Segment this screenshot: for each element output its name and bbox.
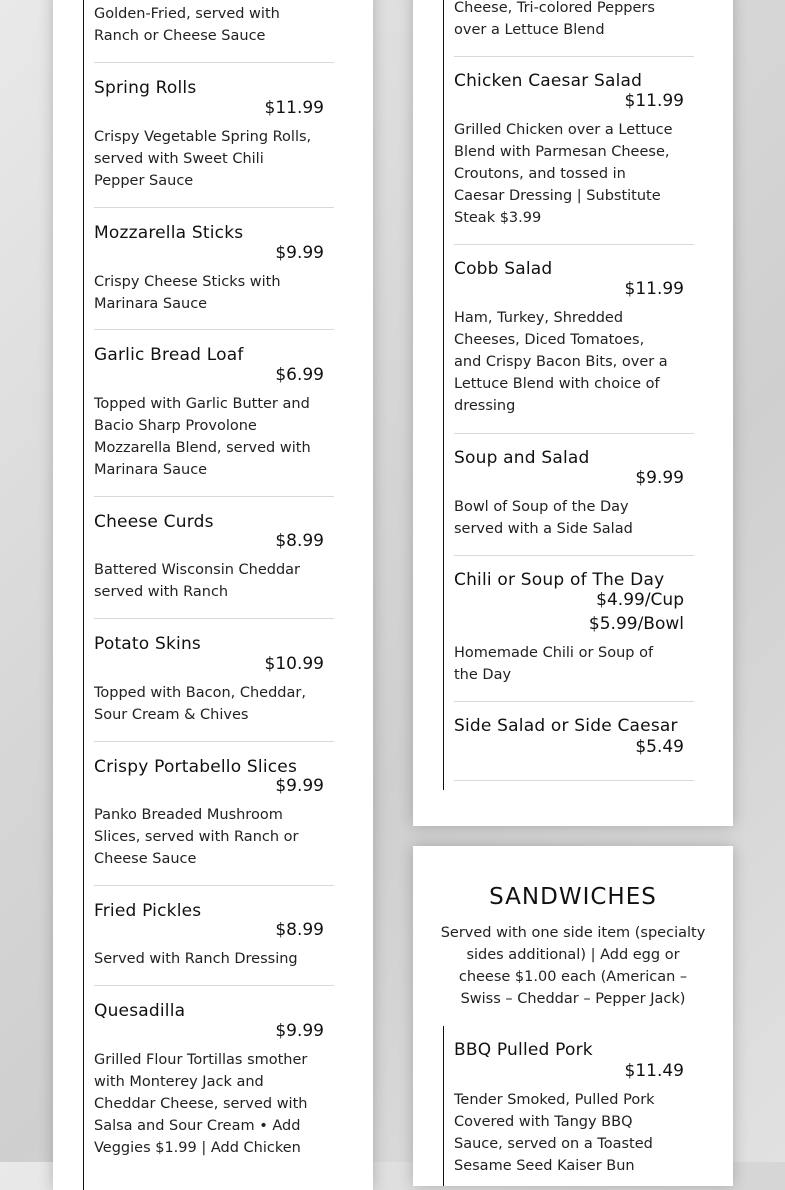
menu-item-cheese-curds	[94, 496, 334, 619]
item-desc: Bowl of Soup of the Day served with a Side Salad	[454, 499, 633, 537]
item-name: Side Salad or Side Caesar	[454, 716, 678, 736]
item-price: $8.99	[275, 531, 324, 551]
menu-item-bbq-pulled-pork	[454, 1026, 694, 1186]
salads-card	[413, 0, 733, 826]
item-name: Potato Skins	[94, 634, 201, 654]
section-subtitle: Served with one side item (specialty sides additional) | Add egg or cheese $1.00 each (American – Swiss – Cheddar – Pepper Jack)	[440, 925, 706, 1007]
item-desc: Homemade Chili or Soup of the Day	[454, 645, 654, 683]
item-name: Spring Rolls	[94, 78, 197, 98]
item-price: $10.99	[264, 654, 324, 674]
salad-intro	[454, 0, 694, 57]
menu-item-crispy-portabello-slices	[94, 741, 334, 886]
item-desc: Tender Smoked, Pulled Pork Covered with Tangy BBQ Sauce, served on a Toasted Sesame Seed Kaiser Bun	[454, 1092, 655, 1174]
item-desc: Crispy Cheese Sticks with Marinara Sauce	[94, 274, 281, 312]
item-name: Cheese Curds	[94, 512, 214, 532]
item-price: $9.99	[635, 468, 684, 488]
appetizers-card	[53, 0, 373, 1190]
menu-item-quesadilla	[94, 985, 334, 1185]
item-name: Cobb Salad	[454, 259, 553, 279]
item-name: Fried Pickles	[94, 901, 202, 921]
item-name: Chicken Caesar Salad	[454, 71, 643, 91]
item-price: $11.99	[624, 91, 684, 111]
menu-item-mozzarella-sticks	[94, 207, 334, 330]
item-price: $6.99	[275, 365, 324, 385]
item-name: Crispy Portabello Slices	[94, 757, 298, 777]
item-name: BBQ Pulled Pork	[454, 1040, 593, 1060]
item-name: Chili or Soup of The Day	[454, 570, 665, 590]
item-price: $11.99	[624, 279, 684, 299]
section-title: SANDWICHES	[489, 884, 657, 910]
item-name: Quesadilla	[94, 1001, 186, 1021]
menu-item-spring-rolls	[94, 62, 334, 208]
item-desc: Served with Ranch Dressing	[94, 951, 298, 967]
item-desc: Panko Breaded Mushroom Slices, served with Ranch or Cheese Sauce	[94, 807, 299, 867]
salad-intro-desc: Cheese, Tri-colored Peppers over a Lettuce Blend	[454, 0, 655, 38]
item-price: $9.99	[275, 1021, 324, 1041]
item-price-bowl: $5.99/Bowl	[588, 614, 684, 634]
item-desc: Topped with Garlic Butter and Bacio Sharp Provolone Mozzarella Blend, served with Marinara Sauce	[94, 396, 311, 478]
item-name: Soup and Salad	[454, 448, 590, 468]
menu-item-chili-or-soup	[454, 555, 694, 702]
item-price: $9.99	[275, 243, 324, 263]
item-desc: Crispy Vegetable Spring Rolls, served with Sweet Chili Pepper Sauce	[94, 129, 312, 189]
appetizer-intro-desc: Golden-Fried, served with Ranch or Cheese Sauce	[94, 6, 280, 44]
appetizer-intro	[94, 0, 334, 63]
item-name: Mozzarella Sticks	[94, 223, 244, 243]
salads-column	[443, 0, 704, 790]
sandwiches-column	[443, 1026, 704, 1186]
menu-item-garlic-bread-loaf	[94, 329, 334, 497]
item-desc: Grilled Flour Tortillas smother with Monterey Jack and Cheddar Cheese, served with Salsa and Sour Cream • Add Veggies $1.99 | Add Chicken	[94, 1052, 308, 1156]
item-desc: Grilled Chicken over a Lettuce Blend with Parmesan Cheese, Croutons, and tossed in Caesar Dressing | Substitute Steak $3.99	[454, 122, 673, 226]
item-desc: Topped with Bacon, Cheddar, Sour Cream & Chives	[94, 685, 306, 723]
item-price-cup: $4.99/Cup	[596, 590, 684, 610]
menu-item-soup-and-salad	[454, 433, 694, 556]
item-desc: Battered Wisconsin Cheddar served with Ranch	[94, 562, 301, 600]
menu-item-side-salad	[454, 701, 694, 781]
item-name: Garlic Bread Loaf	[94, 345, 244, 365]
item-price: $9.99	[275, 776, 324, 796]
item-price: $11.99	[264, 98, 324, 118]
menu-item-potato-skins	[94, 618, 334, 742]
item-price: $8.99	[275, 920, 324, 940]
menu-item-chicken-caesar-salad	[454, 56, 694, 245]
appetizers-column	[83, 0, 344, 1190]
item-desc: Ham, Turkey, Shredded Cheeses, Diced Tomatoes, and Crispy Bacon Bits, over a Lettuce Blend with choice of dressing	[454, 310, 668, 414]
menu-item-fried-pickles	[94, 885, 334, 986]
sandwiches-card	[413, 846, 733, 1186]
item-price: $11.49	[624, 1061, 684, 1081]
item-price: $5.49	[635, 737, 684, 757]
menu-item-cobb-salad	[454, 244, 694, 434]
